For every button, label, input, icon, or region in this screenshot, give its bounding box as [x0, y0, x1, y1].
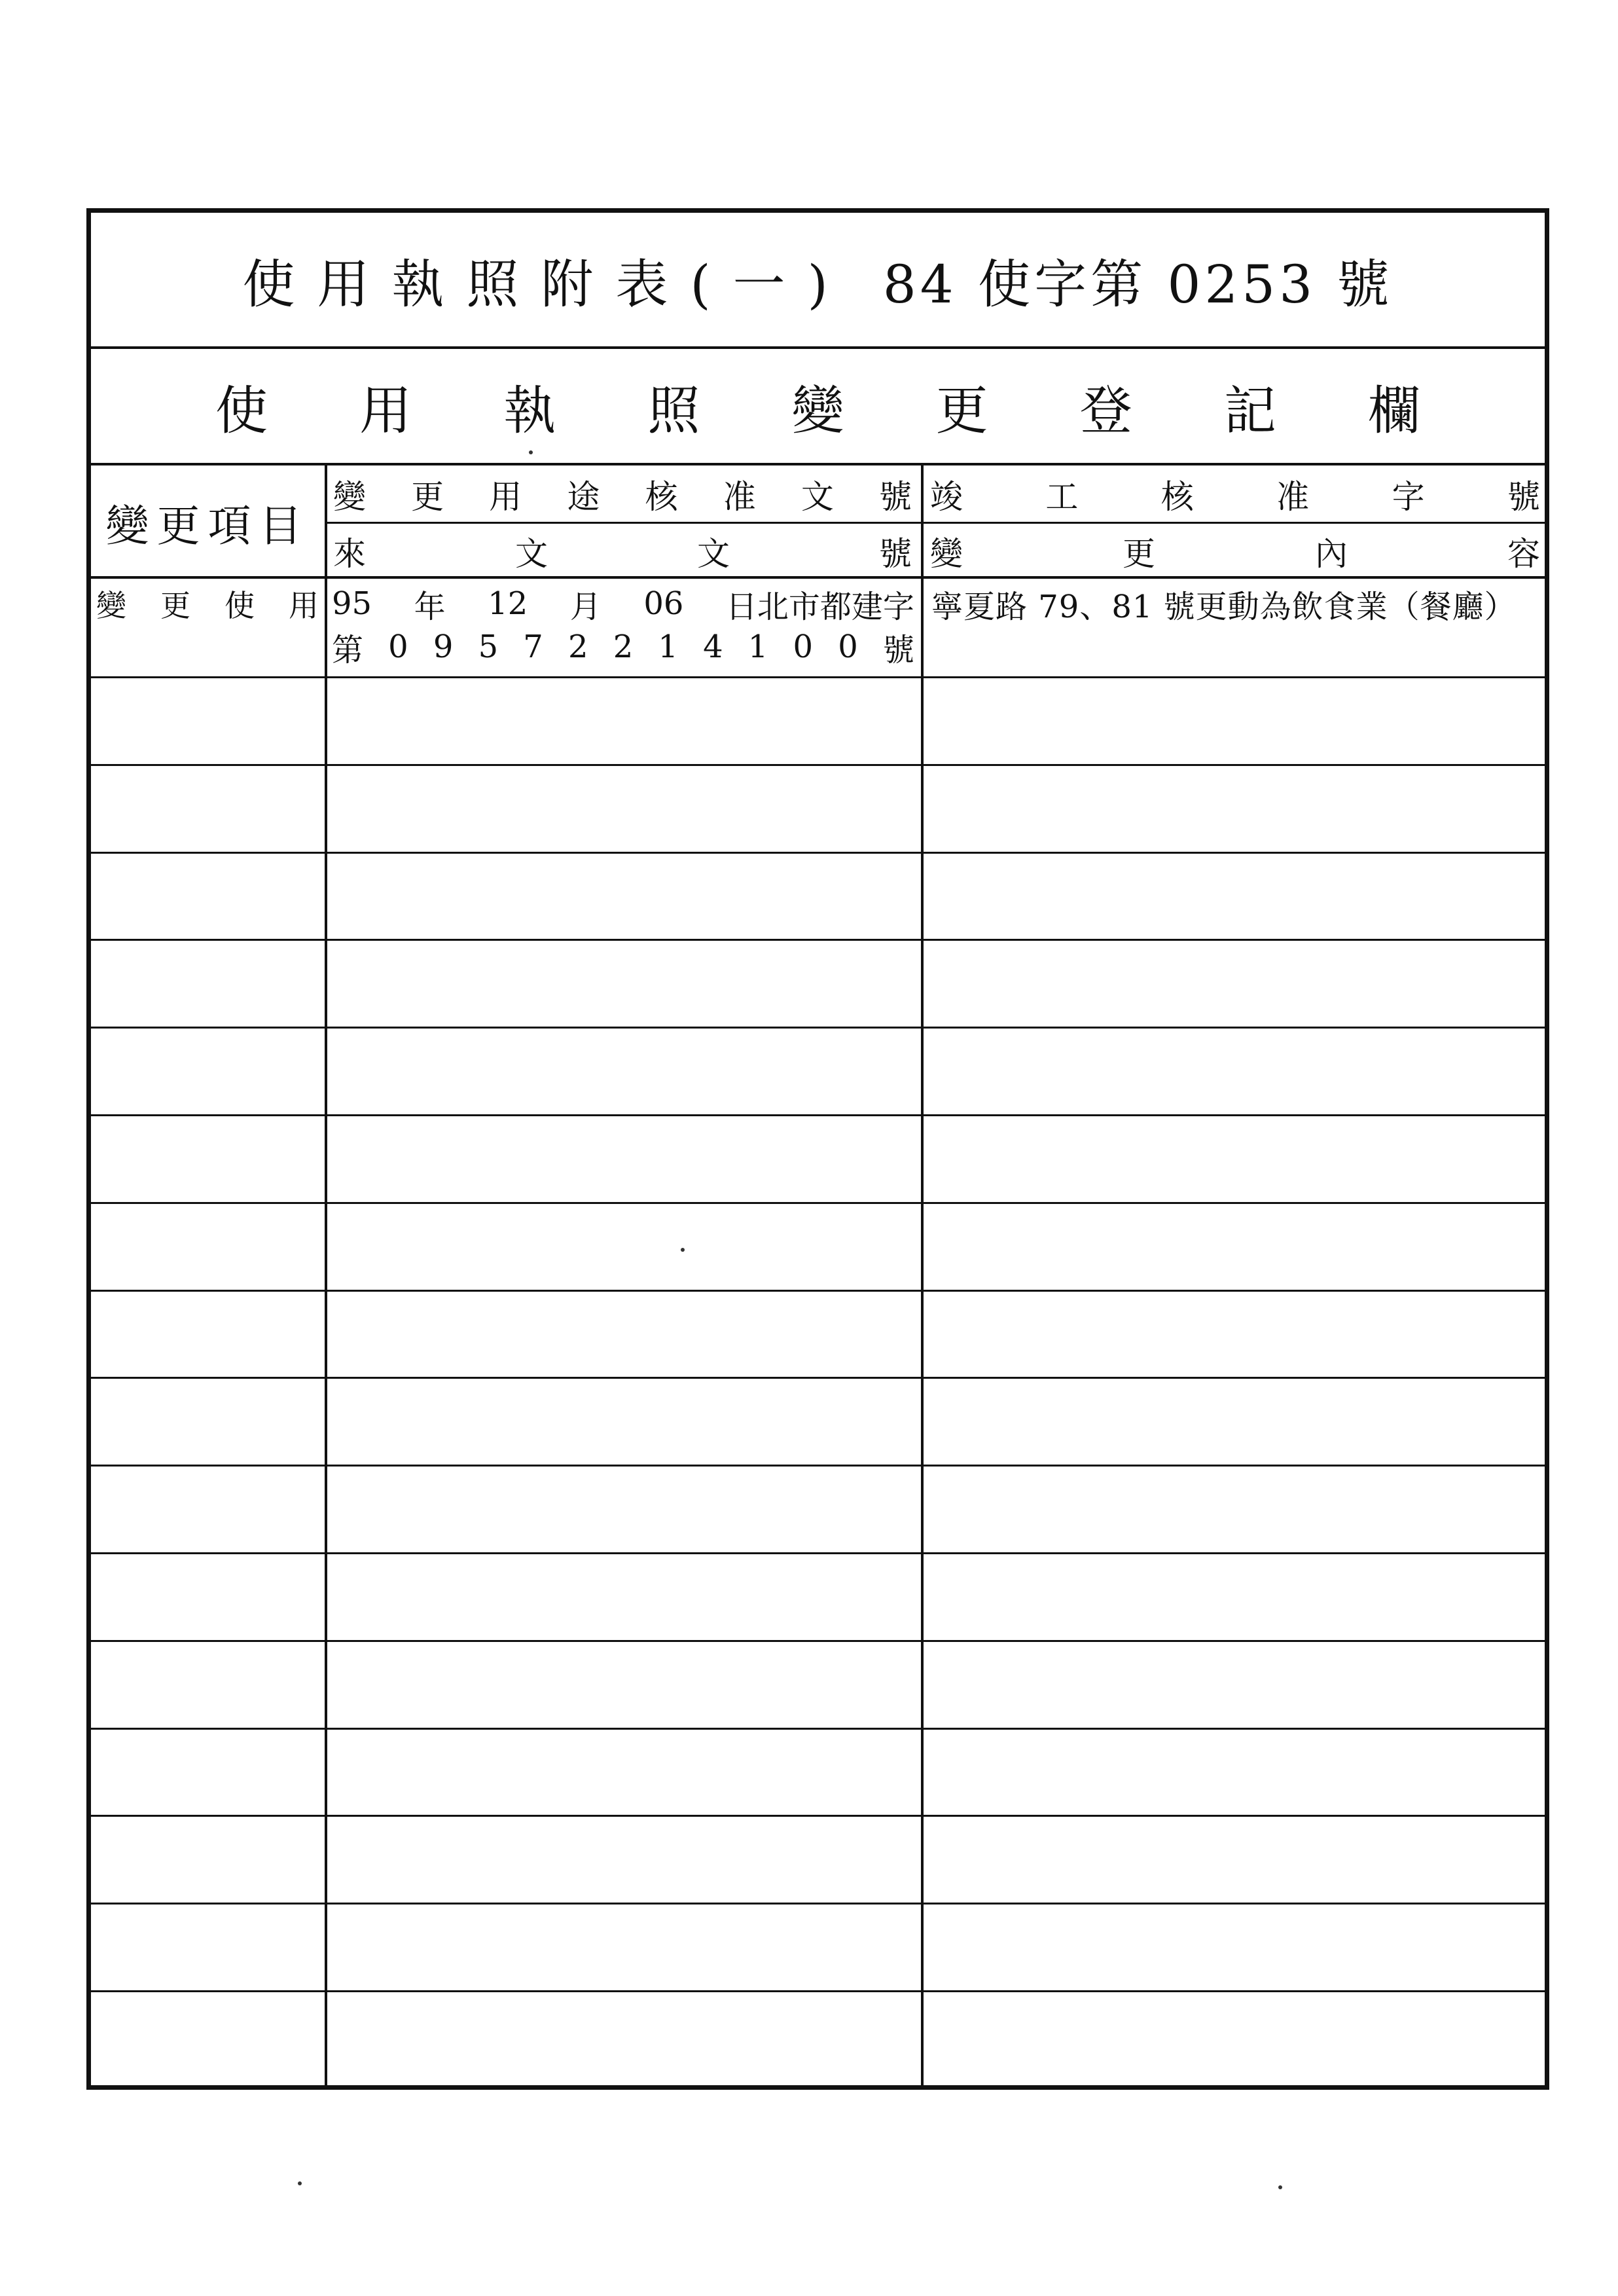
table-row — [91, 579, 1545, 678]
item-char: 變 — [96, 588, 126, 623]
subtitle-char: 用 — [359, 380, 412, 441]
header-approval-doc-number — [333, 465, 916, 523]
title-number: 84 使字第 0253 號 — [882, 253, 1393, 315]
doc-part: 日北市都建字 — [725, 588, 914, 625]
header-char: 准 — [1276, 478, 1310, 516]
doc-part: 06 — [643, 585, 684, 622]
item-char: 更 — [160, 588, 190, 623]
doc-part: 7 — [523, 629, 543, 665]
header-char: 號 — [879, 534, 912, 573]
subtitle-char: 使 — [215, 380, 268, 441]
header-char: 內 — [1315, 534, 1348, 573]
subtitle-char: 變 — [791, 380, 844, 441]
header-char: 核 — [1160, 478, 1194, 516]
form-title — [91, 213, 1545, 349]
doc-part: 年 — [414, 588, 446, 625]
table-row — [91, 1904, 1545, 1992]
table-row — [91, 1029, 1545, 1116]
header-char: 文 — [515, 534, 548, 573]
header-char: 核 — [645, 478, 678, 516]
registration-table — [91, 465, 1545, 2085]
header-char: 准 — [723, 478, 756, 516]
row-change-item — [96, 584, 319, 623]
header-incoming-doc-number — [333, 523, 916, 579]
subtitle-char: 記 — [1223, 380, 1276, 441]
doc-part: 0 — [388, 629, 408, 665]
header-char: 文 — [697, 534, 730, 573]
table-row — [91, 678, 1545, 766]
form-frame — [86, 208, 1549, 2090]
item-char: 使 — [225, 588, 255, 623]
header-char: 竣 — [930, 478, 963, 516]
table-row — [91, 1467, 1545, 1554]
table-row — [91, 1642, 1545, 1730]
doc-part: 12 — [488, 585, 528, 622]
doc-part: 月 — [569, 588, 602, 625]
title-main: 使用執照附表(一) — [242, 253, 850, 315]
table-row — [91, 1992, 1545, 2080]
doc-part: 第 — [332, 631, 364, 668]
table-row — [91, 1292, 1545, 1379]
subtitle-char: 照 — [647, 380, 700, 441]
doc-part: 5 — [478, 629, 499, 665]
scan-speck — [1278, 2185, 1282, 2189]
table-row — [91, 1204, 1545, 1292]
header-completion-number — [930, 465, 1544, 523]
header-char: 號 — [878, 478, 912, 516]
table-row — [91, 854, 1545, 941]
doc-part: 1 — [747, 629, 768, 665]
header-char: 變 — [930, 534, 963, 573]
doc-part: 號 — [882, 631, 914, 668]
item-char: 用 — [289, 588, 319, 623]
doc-part: 2 — [567, 629, 588, 665]
scan-speck — [529, 450, 533, 454]
table-row — [91, 1379, 1545, 1467]
doc-part: 9 — [433, 629, 454, 665]
header-char: 更 — [1123, 534, 1155, 573]
header-char: 文 — [800, 478, 834, 516]
header-char: 更 — [411, 478, 444, 516]
form-subtitle — [91, 349, 1545, 465]
row-doc-number-line1 — [332, 584, 914, 623]
doc-part: 2 — [613, 629, 634, 665]
header-change-item: 變更項目 — [105, 501, 310, 551]
table-row — [91, 1817, 1545, 1904]
scan-speck — [298, 2181, 302, 2185]
table-row — [91, 1116, 1545, 1204]
header-char: 來 — [333, 534, 366, 573]
blank-rows — [91, 678, 1545, 2085]
subtitle-char: 欄 — [1368, 380, 1420, 441]
row-change-content: 寧夏路 79、81 號更動為飲食業（餐廳） — [931, 588, 1517, 625]
header-char: 容 — [1507, 534, 1540, 573]
header-char: 號 — [1507, 478, 1540, 516]
header-char: 途 — [567, 478, 600, 516]
table-row — [91, 766, 1545, 854]
header-char: 變 — [333, 478, 366, 516]
doc-part: 0 — [838, 629, 858, 665]
scan-speck — [681, 1248, 685, 1252]
doc-part: 4 — [703, 629, 723, 665]
header-change-content — [930, 523, 1544, 579]
doc-part: 95 — [332, 585, 372, 622]
subtitle-char: 更 — [935, 380, 988, 441]
table-row — [91, 941, 1545, 1029]
subtitle-char: 登 — [1079, 380, 1132, 441]
header-char: 工 — [1045, 478, 1079, 516]
header-char: 用 — [489, 478, 522, 516]
row-doc-number-line2 — [332, 627, 914, 666]
doc-part: 1 — [658, 629, 678, 665]
subtitle-char: 執 — [503, 380, 556, 441]
header-char: 字 — [1392, 478, 1425, 516]
table-row — [91, 1554, 1545, 1642]
doc-part: 0 — [793, 629, 814, 665]
table-row — [91, 1730, 1545, 1817]
